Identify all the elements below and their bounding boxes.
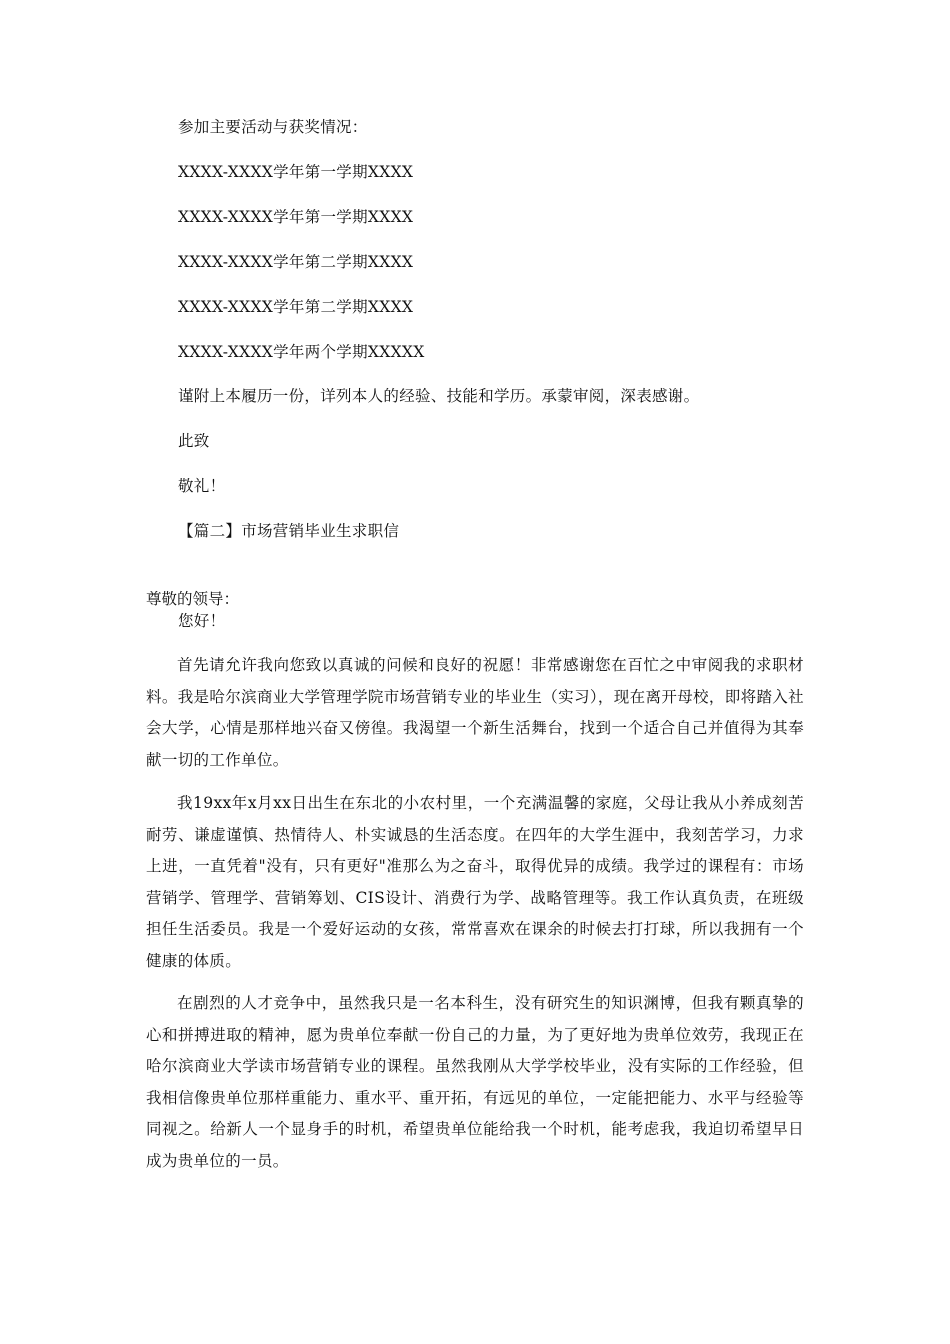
sign-off-2: 敬礼！ [178, 477, 226, 495]
section-title: 【篇二】市场营销毕业生求职信 [178, 522, 400, 540]
salutation: 尊敬的领导： [146, 590, 240, 608]
activity-item: XXXX-XXXX学年第一学期XXXX [178, 163, 414, 181]
body-paragraph: 在剧烈的人才竞争中，虽然我只是一名本科生，没有研究生的知识渊博，但我有颗真挚的心和拼搏进取的精神，愿为贵单位奉献一份自己的力量，为了更好地为贵单位效劳，我现正在哈尔滨商业大学读市场营销专业的课程。虽然我刚从大学学校毕业，没有实际的工作经验，但我相信像贵单位那样重能力、重水平、重开拓，有远见的单位，一定能把能力、水平与经验等同视之。给新人一个显身手的时机，希望贵单位能给我一个时机，能考虑我，我迫切希望早日成为贵单位的一员。 [146, 994, 804, 1170]
activity-item: XXXX-XXXX学年第二学期XXXX [178, 298, 414, 316]
closing-note: 谨附上本履历一份，详列本人的经验、技能和学历。承蒙审阅，深表感谢。 [178, 387, 700, 405]
activity-item: XXXX-XXXX学年两个学期XXXXX [178, 343, 425, 361]
greeting: 您好！ [178, 612, 226, 630]
activity-item: XXXX-XXXX学年第一学期XXXX [178, 208, 414, 226]
activity-item: XXXX-XXXX学年第二学期XXXX [178, 253, 414, 271]
sign-off-1: 此致 [178, 432, 210, 450]
activities-heading: 参加主要活动与获奖情况： [178, 118, 368, 136]
body-paragraph: 我19xx年x月xx日出生在东北的小农村里，一个充满温馨的家庭，父母让我从小养成刻苦耐劳、谦虚谨慎、热情待人、朴实诚恳的生活态度。在四年的大学生涯中，我刻苦学习，力求上进，一直凭着"没有，只有更好"准那么为之奋斗，取得优异的成绩。我学过的课程有：市场营销学、管理学、营销筹划、CIS设计、消费行为学、战略管理等。我工作认真负责，在班级担任生活委员。我是一个爱好运动的女孩，常常喜欢在课余的时候去打打球，所以我拥有一个健康的体质。 [146, 794, 804, 970]
body-paragraph: 首先请允许我向您致以真诚的问候和良好的祝愿！非常感谢您在百忙之中审阅我的求职材料。我是哈尔滨商业大学管理学院市场营销专业的毕业生（实习），现在离开母校，即将踏入社会大学，心情是那样地兴奋又傍徨。我渴望一个新生活舞台，找到一个适合自己并值得为其奉献一切的工作单位。 [146, 656, 804, 769]
